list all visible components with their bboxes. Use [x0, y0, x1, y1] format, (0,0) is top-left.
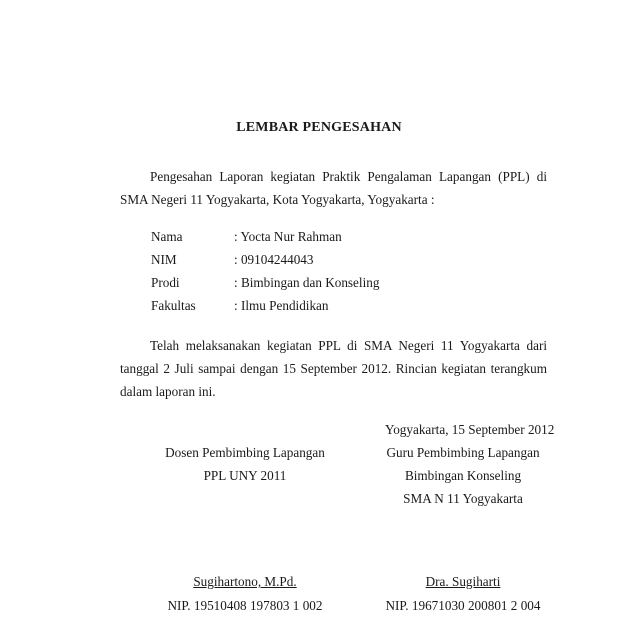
left-role-1: Dosen Pembimbing Lapangan — [165, 445, 325, 460]
left-signer-name-text: Sugihartono, M.Pd. — [193, 574, 297, 589]
intro-paragraph — [120, 165, 547, 211]
right-signer-nip: NIP. 19671030 200801 2 004 — [385, 598, 541, 613]
date-line: Yogyakarta, 15 September 2012 — [385, 422, 555, 437]
info-label-nama: Nama — [151, 229, 183, 244]
right-signer-name — [338, 574, 588, 590]
right-role-3: SMA N 11 Yogyakarta — [403, 491, 523, 506]
page-title: LEMBAR PENGESAHAN — [236, 120, 402, 135]
body-paragraph — [120, 334, 547, 403]
body-line-2: tanggal 2 Juli sampai dengan 15 September 2012. Rincian kegiatan terangkum — [120, 361, 547, 376]
intro-line-2: SMA Negeri 11 Yogyakarta, Kota Yogyakarta, Yogyakarta : — [120, 192, 435, 207]
info-value-fakultas: : Ilmu Pendidikan — [234, 298, 329, 313]
info-value-nama: : Yocta Nur Rahman — [234, 229, 342, 244]
right-role-2: Bimbingan Konseling — [404, 468, 522, 483]
info-label-prodi: Prodi — [151, 275, 180, 290]
left-signer-nip: NIP. 19510408 197803 1 002 — [167, 598, 323, 613]
body-line-1: Telah melaksanakan kegiatan PPL di SMA Negeri 11 Yogyakarta dari — [150, 338, 547, 353]
body-line-3: dalam laporan ini. — [120, 384, 216, 399]
right-role-1: Guru Pembimbing Lapangan — [386, 445, 540, 460]
left-signer-name — [120, 574, 370, 590]
left-role-2: PPL UNY 2011 — [203, 468, 287, 483]
intro-line-1: Pengesahan Laporan kegiatan Praktik Pengalaman Lapangan (PPL) di — [150, 169, 547, 184]
info-label-nim: NIM — [151, 252, 177, 267]
right-signer-name-text: Dra. Sugiharti — [425, 574, 501, 589]
info-value-prodi: : Bimbingan dan Konseling — [234, 275, 380, 290]
info-value-nim: : 09104244043 — [234, 252, 314, 267]
info-label-fakultas: Fakultas — [151, 298, 196, 313]
